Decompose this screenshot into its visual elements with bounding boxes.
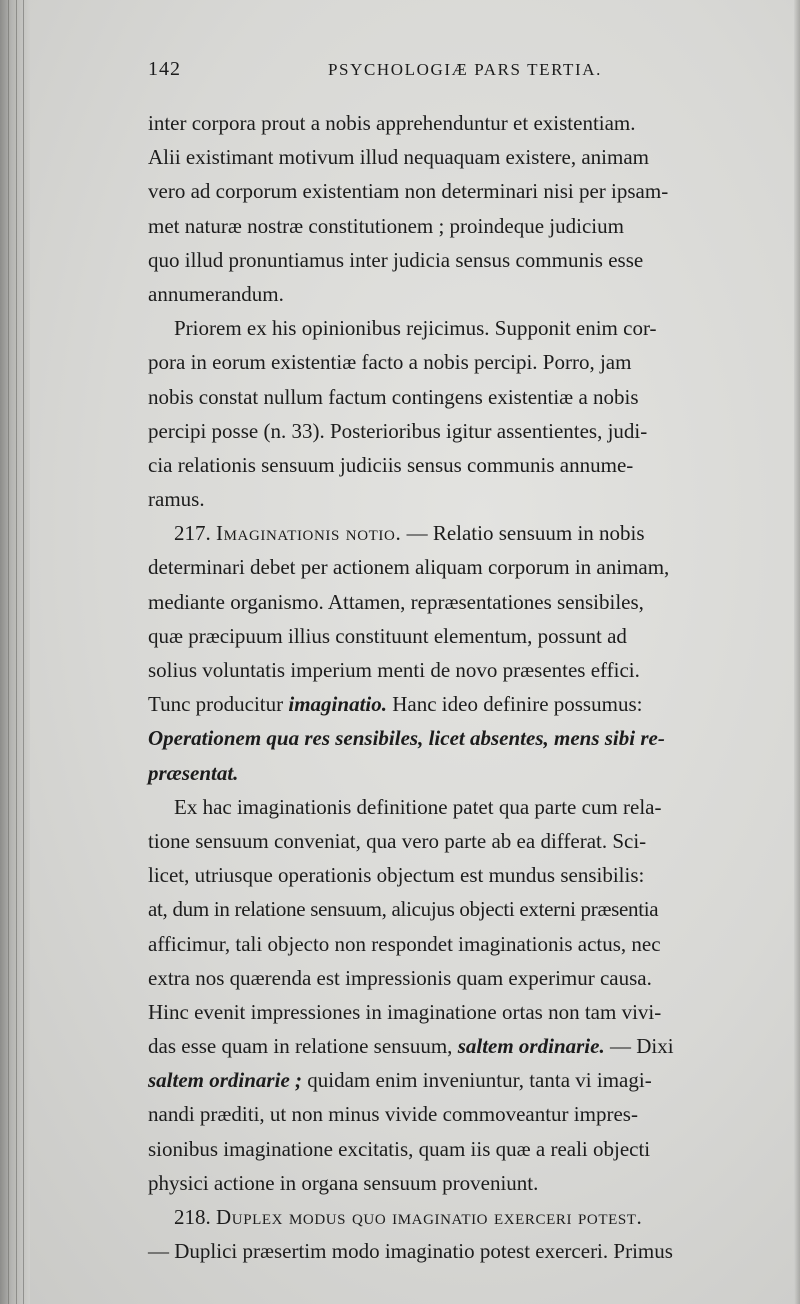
text-span: — Dixi (604, 1034, 674, 1059)
text-span: — Relatio sensuum in nobis (401, 521, 645, 546)
text-line: mediante organismo. Attamen, repræsentationes sensibiles, (148, 589, 644, 614)
text-span: Tunc producitur (148, 692, 289, 717)
definition-text: præsentat. (148, 760, 239, 785)
gutter-edge-line (23, 0, 24, 1304)
text-line: percipi posse (n. 33). Posterioribus igitur assentientes, judi- (148, 418, 648, 443)
text-line: ramus. (148, 487, 205, 512)
text-line: Priorem ex his opinionibus rejicimus. Supponit enim cor- (174, 316, 657, 341)
text-span: Hanc ideo definire possumus: (387, 692, 643, 717)
page-right-edge (794, 0, 800, 1304)
text-line: inter corpora prout a nobis apprehenduntur et existentiam. (148, 111, 636, 135)
section-number: 217. (174, 521, 211, 546)
text-line: physici actione in organa sensuum proveniunt. (148, 1170, 539, 1195)
text-line (148, 721, 788, 755)
text-line (148, 1029, 788, 1063)
section-heading-line (148, 516, 788, 550)
text-line: Alii existimant motivum illud nequaquam existere, animam (148, 145, 649, 170)
definition-text: Operationem qua res sensibiles, licet absentes, (148, 726, 549, 751)
section-217 (148, 516, 788, 790)
text-line: afficimur, tali objecto non respondet imaginationis actus, nec (148, 931, 661, 956)
section-title: Duplex modus quo imaginatio exerceri potest. (216, 1205, 643, 1229)
text-line: vero ad corporum existentiam non determinari nisi per ipsam- (148, 179, 669, 204)
text-line: solius voluntatis imperium menti de novo præsentes effici. (148, 658, 640, 682)
paragraph (148, 106, 788, 311)
text-line (148, 1063, 788, 1097)
section-heading-line (148, 1200, 788, 1234)
text-line: sionibus imaginatione excitatis, quam iis quæ a reali objecti (148, 1136, 651, 1161)
text-span: quidam enim inveniuntur, tanta vi imagi- (302, 1068, 652, 1093)
emphasis-term: saltem ordinarie ; (148, 1068, 303, 1093)
definition-text: mens sibi re- (548, 726, 665, 751)
text-line: nobis constat nullum factum contingens existentiæ a nobis (148, 384, 639, 409)
binding-gutter (0, 0, 30, 1304)
body-text (148, 106, 788, 1268)
text-line: determinari debet per actionem aliquam corporum in animam, (148, 555, 670, 580)
text-line: at, dum in relatione sensuum, alicujus objecti externi præsentia (148, 897, 659, 922)
paragraph (148, 790, 788, 1200)
text-span: das esse quam in relatione sensuum, (148, 1034, 458, 1059)
gutter-edge-line (8, 0, 9, 1304)
text-line: Ex hac imaginationis definitione patet qua parte cum rela- (174, 794, 662, 819)
text-line: licet, utriusque operationis objectum est mundus sensibilis: (148, 863, 645, 888)
paragraph (148, 311, 788, 516)
running-title: PSYCHOLOGIÆ PARS TERTIA. (328, 60, 603, 79)
text-line: extra nos quærenda est impressionis quam experimur causa. (148, 965, 652, 990)
text-line: annumerandum. (148, 281, 284, 306)
text-line: quo illud pronuntiamus inter judicia sensus communis esse (148, 247, 644, 272)
text-line: met naturæ nostræ constitutionem ; proindeque judicium (148, 213, 624, 238)
text-line: pora in eorum existentiæ facto a nobis percipi. Porro, jam (148, 350, 632, 375)
text-line (148, 756, 788, 790)
emphasis-term: imaginatio. (288, 692, 387, 717)
text-line: quæ præcipuum illius constituunt elementum, possunt ad (148, 623, 627, 648)
section-title: Imaginationis notio. (216, 521, 402, 546)
emphasis-term: saltem ordinarie. (457, 1034, 605, 1059)
text-line: Hinc evenit impressiones in imaginatione ortas non tam vivi- (148, 999, 662, 1024)
text-line: — Duplici præsertim modo imaginatio potest exerceri. Primus (148, 1239, 673, 1264)
text-line: cia relationis sensuum judiciis sensus communis annume- (148, 452, 634, 477)
text-line: tione sensuum conveniat, qua vero parte ab ea differat. Sci- (148, 828, 647, 853)
text-line: nandi præditi, ut non minus vivide commoveantur impres- (148, 1102, 638, 1127)
text-line (148, 687, 788, 721)
page-header (148, 58, 648, 92)
section-218 (148, 1200, 788, 1268)
section-number: 218. (174, 1205, 211, 1229)
page-number: 142 (148, 58, 181, 80)
gutter-edge-line (16, 0, 17, 1304)
